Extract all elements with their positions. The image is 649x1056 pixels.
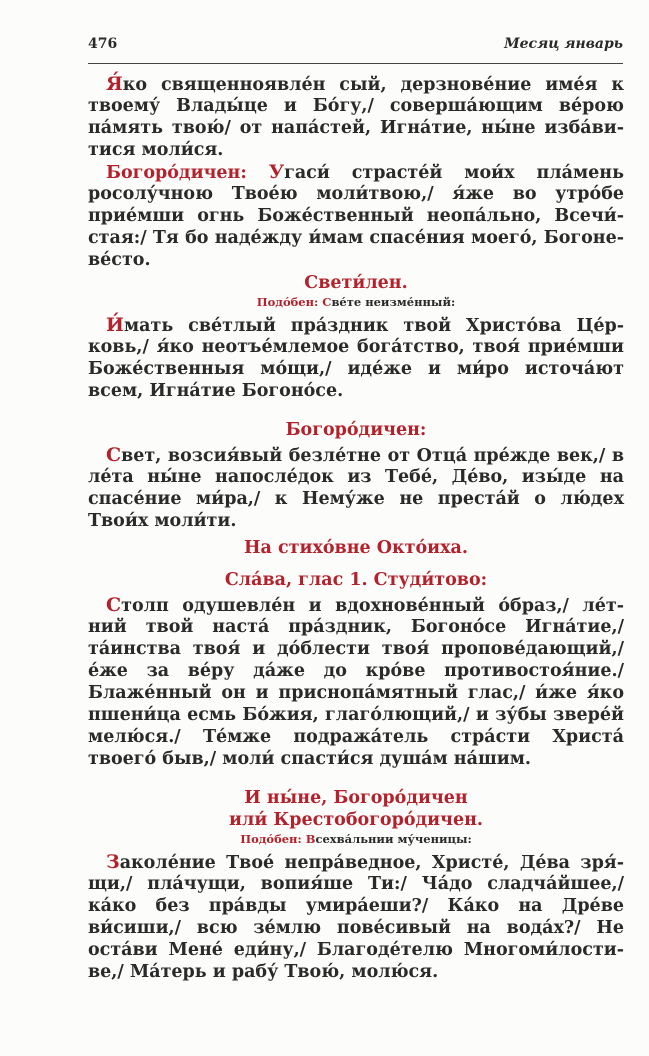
podoben-line xyxy=(88,832,624,846)
text-line: ле́та ны́не напосле́док из Тебе́, Де́во, изы́де на xyxy=(88,467,624,487)
line-text: гаси́ страсте́й мои́х пла́мень xyxy=(284,163,624,183)
text-line xyxy=(88,314,624,336)
section-heading-krestobogorodichen: или́ Крестобогоро́дичен. xyxy=(229,810,483,830)
text-line: Твои́х моли́ти. xyxy=(88,511,237,531)
line-text: аколе́ние Твое́ непра́ведное, Христе́, Де́ва зря́- xyxy=(119,853,624,873)
text-line: ви́сиши,/ всю зе́млю пове́сивый на вода́х?/ Не xyxy=(88,918,624,938)
section-heading-stikhovne: На стихо́вне Окто́иха. xyxy=(244,538,468,558)
text-line xyxy=(88,73,624,95)
krestobogorodichen-paragraph xyxy=(88,851,624,983)
text-line: е́же за ве́ру да́же до кро́ве противостоя́ние./ xyxy=(88,661,624,681)
podoben-label: Подо́бен: xyxy=(256,295,323,309)
line-text: толп одушевле́н и вдохнове́нный о́браз,/ ле́т- xyxy=(121,596,624,616)
text-line: Блаже́нный он и приснопа́мятный глас,/ и́же я́ко xyxy=(88,683,624,703)
running-title: Месяц январь xyxy=(504,36,623,52)
text-line xyxy=(88,851,624,873)
section-heading-svetilen: Свети́лен. xyxy=(304,273,408,293)
text-line: та́инства твоя́ и до́блести твоя́ пропове́дающий,/ xyxy=(88,639,624,659)
theotokion-paragraph xyxy=(88,161,624,271)
text-line xyxy=(88,444,624,466)
drop-initial: У xyxy=(268,161,285,183)
rubric: Богоро́дичен: xyxy=(106,163,269,183)
section-subheading-slava: Сла́ва, глас 1. Студи́тово: xyxy=(224,570,488,590)
podoben-initial: С xyxy=(322,295,332,309)
page-number: 476 xyxy=(88,36,118,52)
podoben-text: сехва́льнии му́ченицы: xyxy=(315,832,472,846)
text-line: тися моли́ся. xyxy=(88,140,224,160)
drop-initial: С xyxy=(106,444,122,466)
section-heading-bogorodichen: Богоро́дичен: xyxy=(285,420,427,440)
podoben-line xyxy=(88,295,624,309)
text-line: всем, Игна́тие Богоно́се. xyxy=(88,381,344,401)
text-line: твоему́ Влады́це и Бо́гу,/ соверша́ющим ве́рою xyxy=(88,96,624,116)
section-heading-i-nyne: И ны́не, Богоро́дичен xyxy=(244,788,468,808)
text-line: ний твой наста́ пра́здник, Богоно́се Игна́тие,/ xyxy=(88,617,624,637)
header-rule xyxy=(88,63,623,64)
text-line: прие́мши огнь Боже́ственный неопа́льно, Всечи́- xyxy=(88,206,624,226)
text-line: оста́ви Мене́ еди́ну,/ Благоде́телю Многоми́лости- xyxy=(88,940,624,960)
line-text: ко священноявле́н сый, дерзнове́ние име́я к xyxy=(122,75,624,95)
text-line: ковь,/ я́ко неотъе́млемое бога́тство, твоя́ прие́мши xyxy=(88,337,624,357)
podoben-initial: В xyxy=(305,832,316,846)
text-line: твоего́ быв,/ моли́ спасти́ся душа́м на́шим. xyxy=(88,749,532,769)
stikhovne-paragraph xyxy=(88,594,624,770)
text-line: спасе́ние ми́ра,/ к Нему́же не преста́й о лю́дех xyxy=(88,489,624,509)
line-text: мать све́тлый пра́здник твой Христо́ва Це́р- xyxy=(123,316,624,336)
troparion-paragraph xyxy=(88,73,624,161)
drop-initial: С xyxy=(106,594,122,616)
text-line: пшени́ца есмь Бо́жия, глаго́лющий,/ и зу́бы звере́й xyxy=(88,705,624,725)
podoben-label: Подо́бен: xyxy=(240,832,306,846)
text-line: ве,/ Ма́терь и рабу́ Твою́, молю́ся. xyxy=(88,962,439,982)
bogorodichen-paragraph xyxy=(88,444,624,532)
text-line: мелю́ся./ Те́мже подража́тель стра́сти Христа́ xyxy=(88,727,624,747)
drop-initial: З xyxy=(106,851,120,873)
text-line xyxy=(88,161,624,183)
text-line: Боже́ственныя мо́щи,/ иде́же и ми́ро источа́ют xyxy=(88,359,624,379)
podoben-text: ве́те неизме́нный: xyxy=(331,295,456,309)
text-line: ве́сто. xyxy=(88,250,151,270)
text-line: ка́ко без пра́вды умира́еши?/ Ка́ко на Дре́ве xyxy=(88,896,624,916)
svetilen-paragraph xyxy=(88,314,624,402)
text-line: стая:/ Тя бо наде́жду и́мам спасе́ния моего́, Богоне- xyxy=(88,228,624,248)
drop-initial: Я́ xyxy=(106,73,123,95)
text-line xyxy=(88,594,624,616)
text-line: щи,/ пла́чущи, вопия́ше Ти:/ Ча́до сладча́йшее,/ xyxy=(88,874,624,894)
line-text: вет, возсия́вый безле́тне от Отца́ пре́жде век,/ в xyxy=(121,446,624,466)
drop-initial: И́ xyxy=(106,314,124,336)
text-line: па́мять твою́/ от напа́стей, Игна́тие, ны́не изба́ви- xyxy=(88,118,624,138)
text-line: росолу́чною Твое́ю моли́твою,/ я́же во утро́бе xyxy=(88,184,624,204)
